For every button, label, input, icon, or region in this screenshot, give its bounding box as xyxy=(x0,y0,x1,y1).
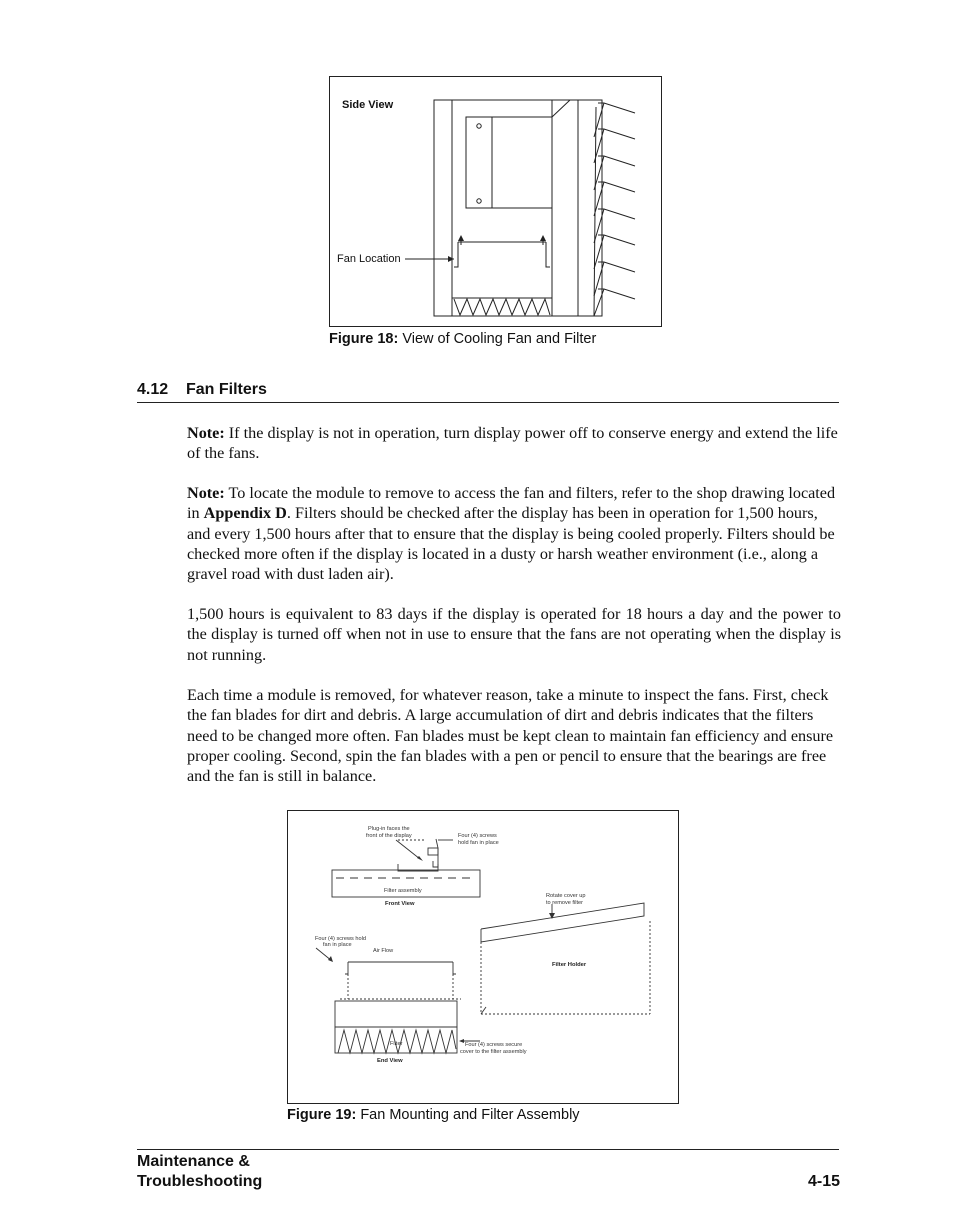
plugin-label-line1: Plug-in faces the xyxy=(368,826,410,832)
four-screws-label-line1: Four (4) screws xyxy=(458,833,497,839)
figure-18-caption xyxy=(329,331,596,347)
screws-hold-label-line1: Four (4) screws hold xyxy=(315,936,366,942)
note-2-text-b: . Filters should be checked after the display has been in operation for 1,500 hours, and every 1,500 hours after that to ensure that the display is being cooled properly. Filters should be checked more often if the display is located in a dusty or harsh weather environment (i.e., along a gravel road with dust laden air). xyxy=(187,504,835,584)
four-screws-label-line2: hold fan in place xyxy=(458,840,499,846)
note-paragraph-1 xyxy=(187,423,841,464)
section-number: 4.12 xyxy=(137,381,169,398)
figure-19-number: Figure 19: xyxy=(287,1107,357,1123)
plugin-label-line2: front of the display xyxy=(366,833,412,839)
footer-divider xyxy=(137,1149,839,1150)
cooling-fan-side-view-diagram xyxy=(330,77,660,325)
fan-location-label: Fan Location xyxy=(337,253,401,265)
section-title: Fan Filters xyxy=(186,381,267,398)
section-heading xyxy=(137,381,267,399)
figure-18-title: View of Cooling Fan and Filter xyxy=(402,331,597,347)
note-paragraph-2 xyxy=(187,483,841,584)
figure-19-caption xyxy=(287,1107,580,1123)
side-view-label: Side View xyxy=(342,99,394,111)
end-view-label: End View xyxy=(377,1058,403,1064)
figure-18-number: Figure 18: xyxy=(329,331,399,347)
air-flow-label: Air Flow xyxy=(373,948,394,954)
footer-line-1: Maintenance & xyxy=(137,1153,250,1170)
note-2-label: Note: xyxy=(187,484,225,502)
figure-19-title: Fan Mounting and Filter Assembly xyxy=(360,1107,580,1123)
figure-19-frame xyxy=(287,810,679,1104)
figure-18-frame xyxy=(329,76,662,327)
secure-cover-label-line2: cover to the filter assembly xyxy=(460,1049,527,1055)
note-1-label: Note: xyxy=(187,424,225,442)
fan-mounting-filter-assembly-diagram xyxy=(288,811,677,1102)
page-number: 4-15 xyxy=(807,1173,840,1190)
note-1-text: If the display is not in operation, turn display power off to conserve energy and extend the life of the fans. xyxy=(187,424,838,463)
inspection-paragraph: Each time a module is removed, for whatever reason, take a minute to inspect the fans. First, check the fan blades for dirt and debris. A large accumulation of dirt and debris indicates that the filters need to be changed more often. Fan blades must be kept clean to maintain fan efficiency and ensure proper cooling. Second, spin the fan blades with a pen or pencil to ensure that the bearings are free and the fan is still in balance. xyxy=(187,686,834,786)
secure-cover-label-line1: Four (4) screws secure xyxy=(465,1042,523,1048)
footer-line-2: Troubleshooting xyxy=(137,1173,263,1190)
appendix-reference: Appendix D xyxy=(203,504,287,523)
screws-hold-label-line2: fan in place xyxy=(323,942,352,948)
filter-label: Filter xyxy=(390,1041,403,1047)
front-view-label: Front View xyxy=(385,901,415,907)
rotate-cover-label-line1: Rotate cover up xyxy=(546,893,586,899)
filter-holder-label: Filter Holder xyxy=(552,962,587,968)
footer-chapter-title xyxy=(137,1152,262,1192)
rotate-cover-label-line2: to remove filter xyxy=(546,900,583,906)
note-2-text-a: To locate the module to remove to access the fan and filters, refer to the shop drawing located in xyxy=(187,484,836,523)
section-divider xyxy=(137,402,839,403)
hours-paragraph: 1,500 hours is equivalent to 83 days if the display is operated for 18 hours a day and the power to the display is turned off when not in use to ensure that the fans are not operating when the display is not running. xyxy=(187,605,841,664)
filter-assembly-label: Filter assembly xyxy=(384,888,422,894)
